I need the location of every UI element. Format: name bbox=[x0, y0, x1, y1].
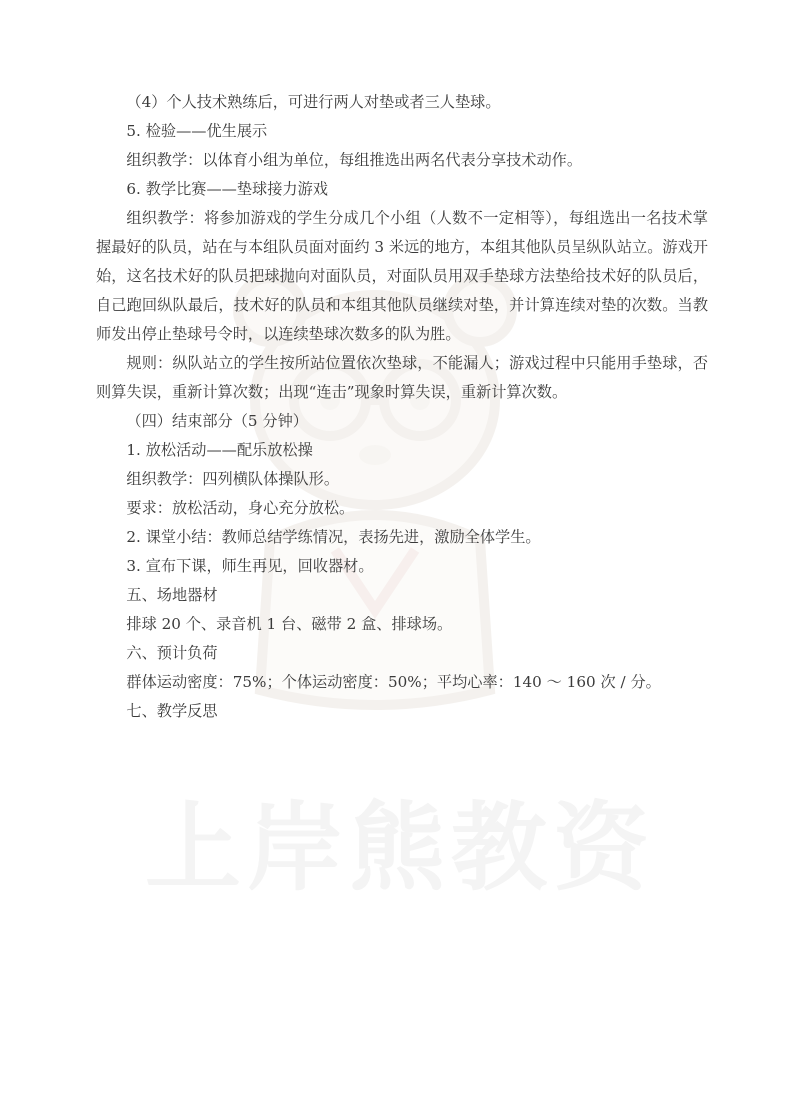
watermark-text: 上岸熊教资 bbox=[145, 792, 655, 904]
paragraph-dismissal: 3. 宣布下课，师生再见，回收器材。 bbox=[126, 557, 374, 575]
section-heading-relax: 1. 放松活动——配乐放松操 bbox=[126, 441, 313, 459]
list-item-step-4: （4）个人技术熟练后，可进行两人对垫或者三人垫球。 bbox=[126, 93, 501, 111]
section-heading-6: 6. 教学比赛——垫球接力游戏 bbox=[126, 180, 328, 198]
paragraph-organization-6: 组织教学：将参加游戏的学生分成几个小组（人数不一定相等），每组选出一名技术掌握最好的队员，站在与本组队员面对面约 3 米远的地方，本组其他队员呈纵队站立。游戏开始，这名技术好的队员把球抛向对面队员，对面队员用双手垫球方法垫给技术好的队员后，自己跑回纵队最后，技术好的队员和本组其他队员继续对垫，并计算连续对垫的次数。当教师发出停止垫球号令时，以连续垫球次数多的队为胜。 bbox=[96, 209, 708, 343]
paragraph-equipment: 排球 20 个、录音机 1 台、磁带 2 盒、排球场。 bbox=[126, 615, 453, 633]
paragraph-summary: 2. 课堂小结：教师总结学练情况，表扬先进，激励全体学生。 bbox=[126, 528, 541, 546]
document-body bbox=[96, 88, 708, 726]
paragraph-rules: 规则：纵队站立的学生按所站位置依次垫球，不能漏人；游戏过程中只能用手垫球，否则算失误，重新计算次数；出现“连击”现象时算失误，重新计算次数。 bbox=[96, 354, 708, 401]
section-heading-load: 六、预计负荷 bbox=[126, 644, 218, 662]
section-heading-5: 5. 检验——优生展示 bbox=[126, 122, 268, 140]
paragraph-organization-5: 组织教学：以体育小组为单位，每组推选出两名代表分享技术动作。 bbox=[126, 151, 583, 169]
paragraph-requirement: 要求：放松活动，身心充分放松。 bbox=[126, 499, 355, 517]
paragraph-load: 群体运动密度：75%；个体运动密度：50%；平均心率：140 ～ 160 次 / 分。 bbox=[126, 673, 661, 691]
paragraph-organization-relax: 组织教学：四列横队体操队形。 bbox=[126, 470, 340, 488]
section-heading-part-4: （四）结束部分（5 分钟） bbox=[126, 412, 308, 430]
section-heading-reflection: 七、教学反思 bbox=[126, 702, 218, 720]
section-heading-equipment: 五、场地器材 bbox=[126, 586, 218, 604]
